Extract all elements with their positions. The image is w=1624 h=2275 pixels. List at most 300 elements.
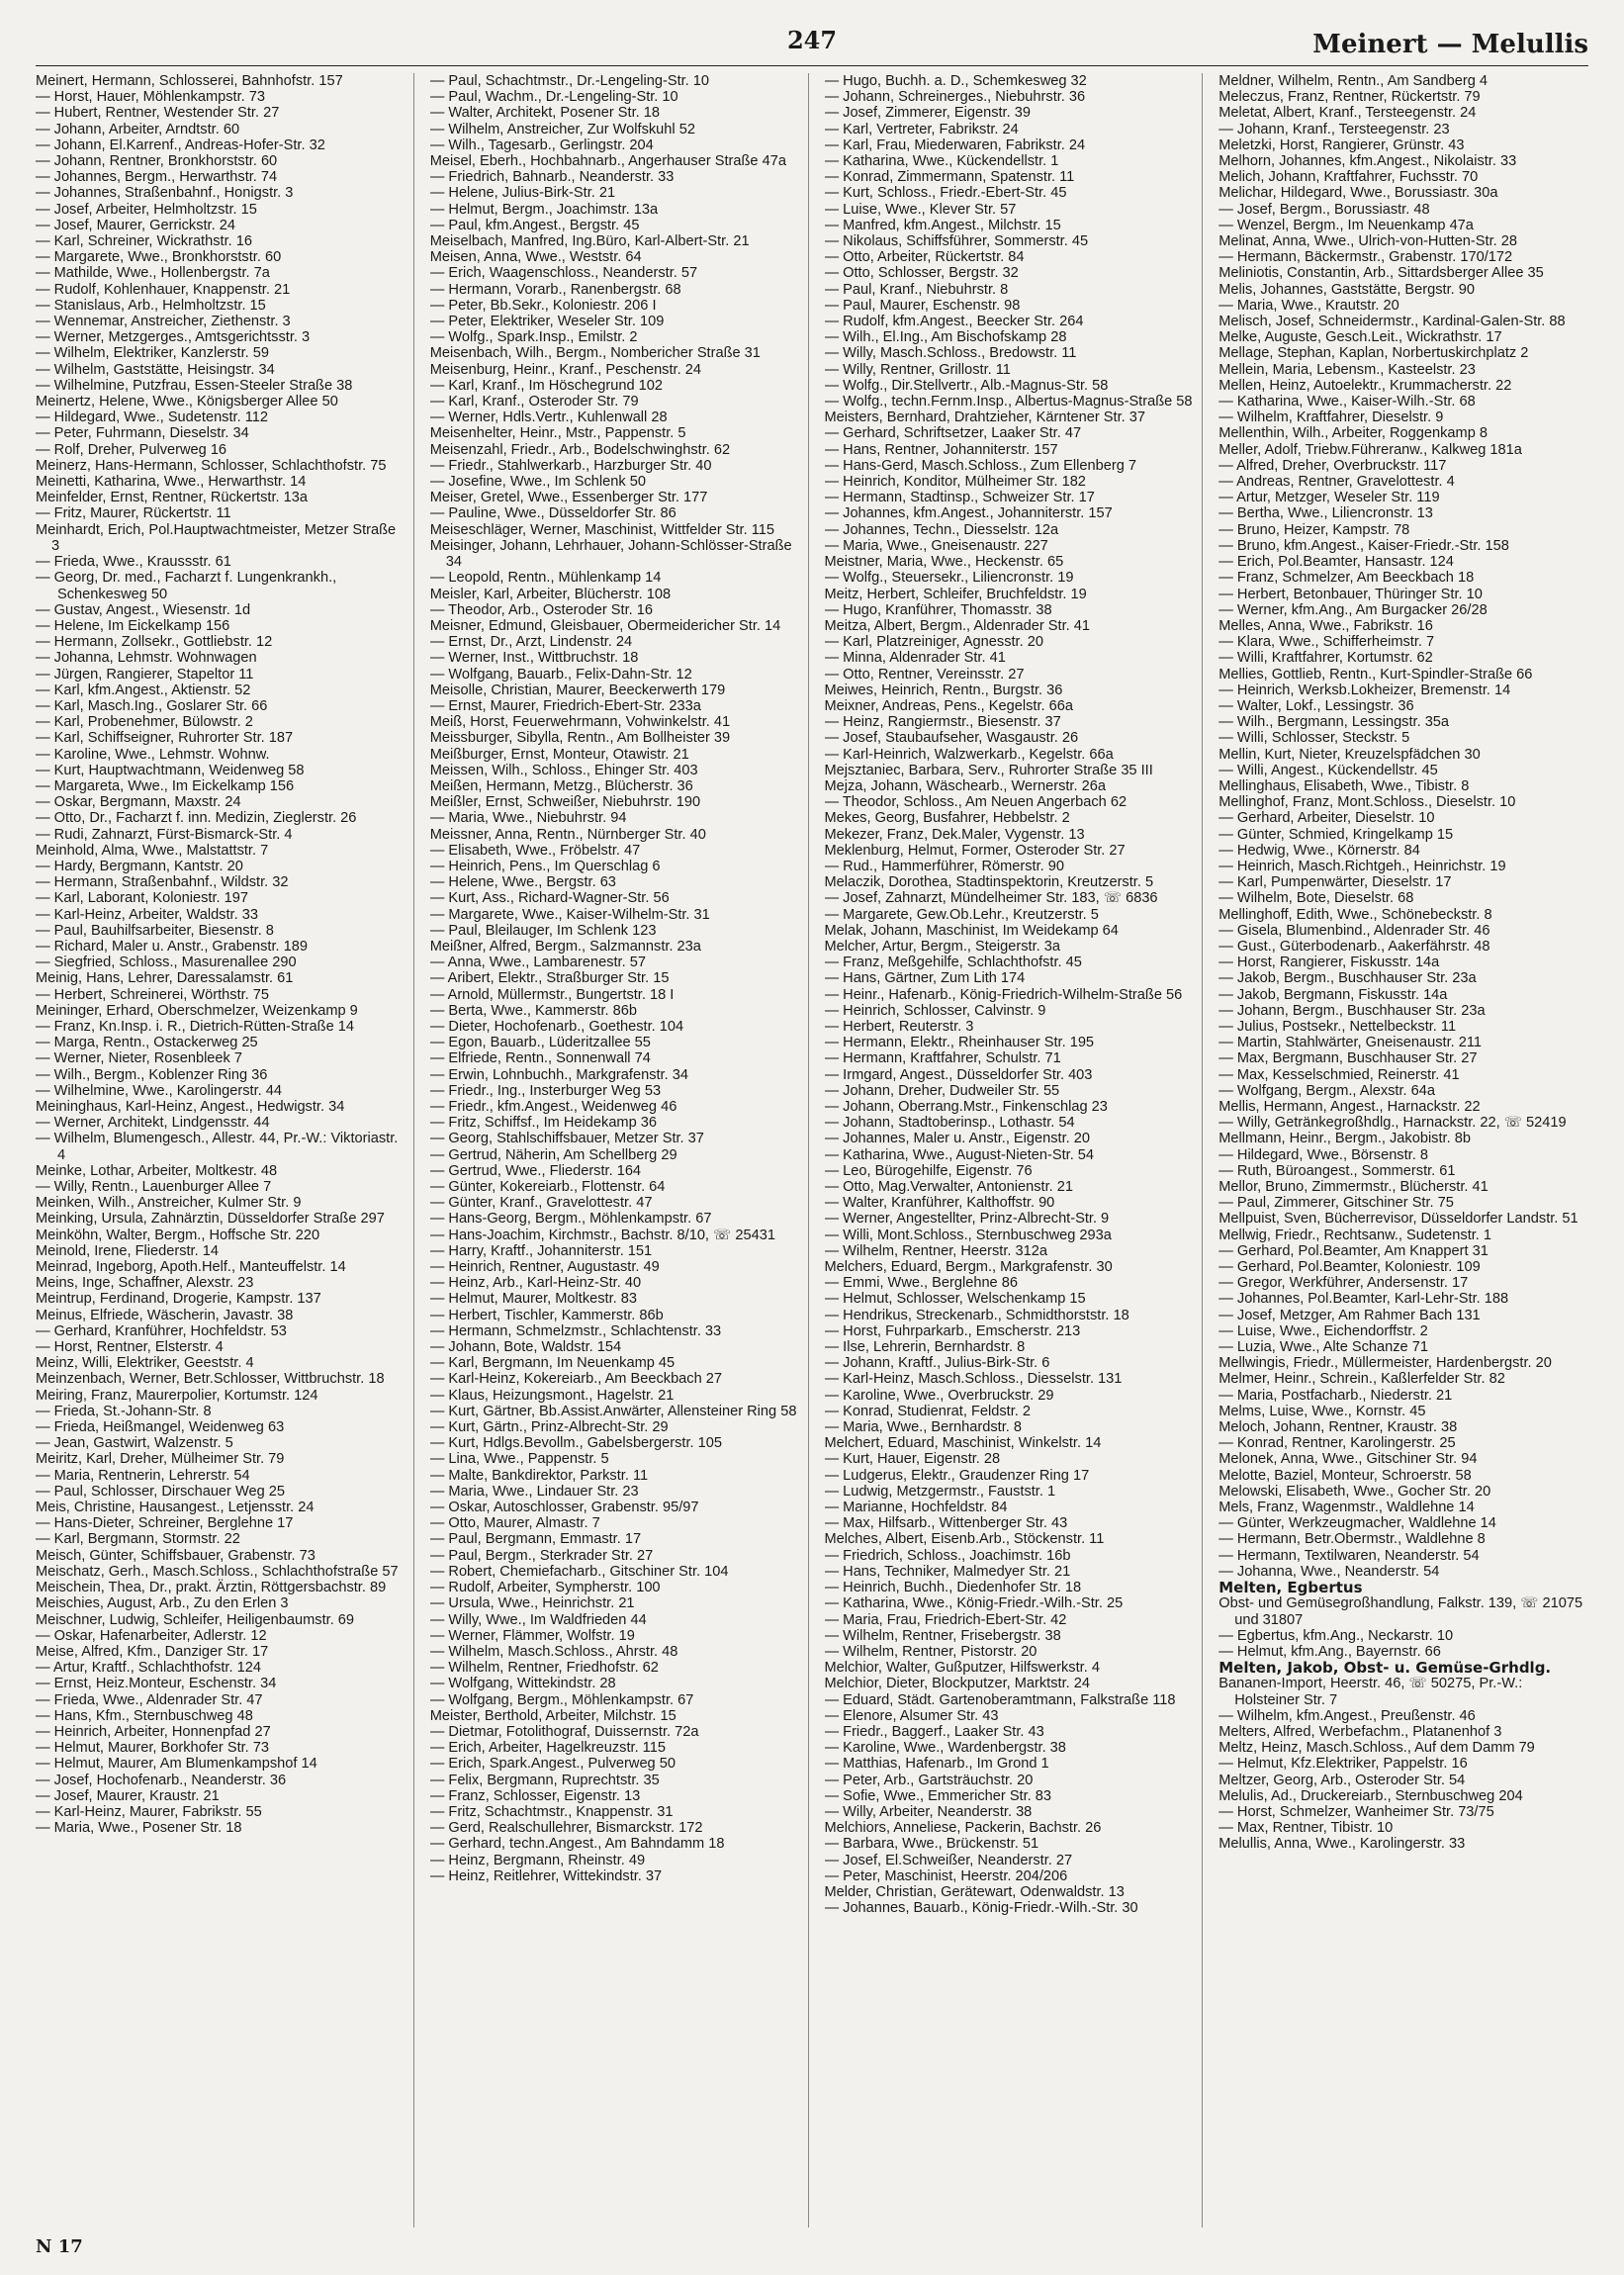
directory-entry: Meliniotis, Constantin, Arb., Sittardsberger Allee 35 (1218, 265, 1544, 282)
directory-entry: — Maria, Wwe., Krautstr. 20 (1218, 297, 1399, 314)
directory-entry: — Josef, Zahnarzt, Mündelheimer Str. 183, ☏ 6836 (824, 890, 1158, 907)
directory-entry: — Anna, Wwe., Lambarenestr. 57 (429, 955, 646, 971)
directory-entry: Bananen-Import, Heerstr. 46, ☏ 50275, Pr.-W.: Holsteiner Str. 7 (1218, 1676, 1523, 1708)
directory-entry: Meisters, Bernhard, Drahtzieher, Kärntener Str. 37 (824, 410, 1145, 426)
directory-entry: — Walter, Architekt, Posener Str. 18 (429, 105, 660, 122)
directory-entry: Melich, Johann, Kraftfahrer, Fuchsstr. 70 (1218, 169, 1479, 186)
directory-entry: Meissburger, Sibylla, Rentn., Am Bollheister 39 (429, 730, 731, 747)
directory-entry: — Margarete, Wwe., Bronkhorststr. 60 (36, 249, 282, 266)
directory-entry: Meischner, Ludwig, Schleifer, Heiligenbaumstr. 69 (36, 1611, 355, 1628)
directory-entry: — Maria, Wwe., Niebuhrstr. 94 (429, 810, 627, 827)
directory-entry: Meinus, Elfriede, Wäscherin, Javastr. 38 (36, 1307, 294, 1323)
directory-entry: Meletat, Albert, Kranf., Tersteegenstr. 24 (1218, 105, 1477, 122)
directory-entry: — Wolfgang, Bauarb., Felix-Dahn-Str. 12 (429, 666, 692, 682)
directory-entry: — Helene, Im Eickelkamp 156 (36, 617, 230, 634)
directory-entry: — Hermann, Elektr., Rheinhauser Str. 195 (824, 1035, 1095, 1051)
directory-entry: — Alfred, Dreher, Overbruckstr. 117 (1218, 457, 1447, 474)
directory-entry: Meinzenbach, Werner, Betr.Schlosser, Wittbruchstr. 18 (36, 1371, 385, 1388)
directory-entry: Melchers, Eduard, Bergm., Markgrafenstr. 30 (824, 1259, 1113, 1276)
directory-entry: — Karl, Laborant, Koloniestr. 197 (36, 890, 248, 907)
directory-entry: — Kurt, Hauer, Eigenstr. 28 (824, 1451, 1001, 1468)
directory-entry: Meissner, Anna, Rentn., Nürnberger Str. 40 (429, 826, 706, 843)
directory-entry: — Wilh., Bergm., Koblenzer Ring 36 (36, 1066, 268, 1083)
directory-entry: Meldner, Wilhelm, Rentn., Am Sandberg 4 (1218, 73, 1488, 89)
directory-entry: — Franz, Kn.Insp. i. R., Dietrich-Rütten-Straße 14 (36, 1018, 354, 1035)
directory-entry: — Georg, Stahlschiffsbauer, Metzer Str. 37 (429, 1131, 704, 1147)
directory-entry: — Johannes, Bauarb., König-Friedr.-Wilh.-Str. 30 (824, 1900, 1138, 1917)
directory-entry: — Paul, Bergm., Sterkrader Str. 27 (429, 1547, 654, 1564)
directory-entry: — Josef, Hochofenarb., Neanderstr. 36 (36, 1772, 287, 1788)
directory-entry: — Josefine, Wwe., Im Schlenk 50 (429, 474, 646, 491)
directory-entry: — Hendrikus, Streckenarb., Schmidthorststr. 18 (824, 1307, 1129, 1323)
directory-entry: — Gerhard, techn.Angest., Am Bahndamm 18 (429, 1836, 725, 1853)
directory-entry: Melichar, Hildegard, Wwe., Borussiastr. 30a (1218, 185, 1498, 202)
directory-entry: — Johannes, Straßenbahnf., Honigstr. 3 (36, 185, 294, 202)
directory-entry: — Rudolf, kfm.Angest., Beecker Str. 264 (824, 314, 1084, 330)
directory-entry: Meisenburg, Heinr., Kranf., Peschenstr. 24 (429, 361, 701, 378)
directory-entry: — Ruth, Büroangest., Sommerstr. 61 (1218, 1162, 1456, 1179)
directory-entry: — Ernst, Dr., Arzt, Lindenstr. 24 (429, 634, 633, 651)
directory-entry: — Marga, Rentn., Ostackerweg 25 (36, 1035, 258, 1051)
directory-entry: Melchior, Dieter, Blockputzer, Marktstr. 24 (824, 1676, 1090, 1692)
directory-entry: — Heinz, Arb., Karl-Heinz-Str. 40 (429, 1275, 642, 1292)
directory-entry: — Karl-Heinrich, Walzwerkarb., Kegelstr. 66a (824, 746, 1114, 763)
directory-entry: — Wenzel, Bergm., Im Neuenkamp 47a (1218, 217, 1474, 233)
directory-entry: — Wilhelm, kfm.Angest., Preußenstr. 46 (1218, 1707, 1476, 1724)
directory-entry: Meinz, Willi, Elektriker, Geeststr. 4 (36, 1355, 254, 1372)
directory-entry: Melhorn, Johannes, kfm.Angest., Nikolaistr. 33 (1218, 153, 1517, 170)
directory-entry: — Stanislaus, Arb., Helmholtzstr. 15 (36, 297, 266, 314)
directory-entry: Mellenthin, Wilh., Arbeiter, Roggenkamp 8 (1218, 425, 1488, 442)
directory-entry: — Otto, Mag.Verwalter, Antonienstr. 21 (824, 1179, 1073, 1196)
directory-entry: — Willi, Kraftfahrer, Kortumstr. 62 (1218, 650, 1433, 667)
directory-entry: — Karl-Heinz, Arbeiter, Waldstr. 33 (36, 906, 258, 923)
directory-entry: Meixner, Andreas, Pens., Kegelstr. 66a (824, 697, 1073, 714)
directory-entry: — Johann, Stadtoberinsp., Lothastr. 54 (824, 1115, 1075, 1132)
directory-entry: — Heinrich, Masch.Richtgeh., Heinrichstr. 19 (1218, 858, 1506, 874)
directory-entry: — Gertrud, Näherin, Am Schellberg 29 (429, 1146, 677, 1163)
directory-entry: — Horst, Schmelzer, Wanheimer Str. 73/75 (1218, 1803, 1494, 1820)
directory-entry: — Rud., Hammerführer, Römerstr. 90 (824, 858, 1064, 874)
directory-entry: — Oskar, Bergmann, Maxstr. 24 (36, 794, 241, 811)
directory-entry: — Johann, Schreinerges., Niebuhrstr. 36 (824, 89, 1086, 106)
directory-entry: Mels, Franz, Wagenmstr., Waldlehne 14 (1218, 1500, 1475, 1516)
directory-entry: Mellies, Gottlieb, Rentn., Kurt-Spindler-Straße 66 (1218, 666, 1533, 682)
directory-entry: — Paul, Maurer, Eschenstr. 98 (824, 297, 1021, 314)
directory-entry: — Helmut, Maurer, Am Blumenkampshof 14 (36, 1756, 317, 1773)
directory-entry: — Lina, Wwe., Pappenstr. 5 (429, 1451, 609, 1468)
directory-entry: — Rolf, Dreher, Pulverweg 16 (36, 441, 227, 458)
directory-entry: — Gerd, Realschullehrer, Bismarckstr. 172 (429, 1820, 703, 1837)
directory-entry: — Erich, Pol.Beamter, Hansastr. 124 (1218, 554, 1454, 571)
directory-entry: Meltz, Heinz, Masch.Schloss., Auf dem Damm 79 (1218, 1740, 1535, 1757)
directory-entry: Melches, Albert, Eisenb.Arb., Stöckenstr. 11 (824, 1531, 1105, 1548)
directory-entry: — Johann, Bergm., Buschhauser Str. 23a (1218, 1002, 1486, 1019)
directory-entry: — Maria, Wwe., Gneisenaustr. 227 (824, 537, 1048, 554)
directory-entry: — Kurt, Schloss., Friedr.-Ebert-Str. 45 (824, 185, 1067, 202)
directory-entry: — Elfriede, Rentn., Sonnenwall 74 (429, 1050, 651, 1067)
directory-entry: Meinhardt, Erich, Pol.Hauptwachtmeister, Metzer Straße 3 (36, 521, 397, 554)
directory-entry: Meletzki, Horst, Rangierer, Grünstr. 43 (1218, 136, 1465, 153)
directory-entry: — Oskar, Hafenarbeiter, Adlerstr. 12 (36, 1627, 267, 1644)
directory-entry: — Karl, Pumpenwärter, Dieselstr. 17 (1218, 874, 1452, 891)
directory-entry: — Paul, Schlosser, Dirschauer Weg 25 (36, 1483, 285, 1500)
directory-entry: — Gerhard, Kranführer, Hochfeldstr. 53 (36, 1322, 287, 1339)
directory-entry: Meininger, Erhard, Oberschmelzer, Weizenkamp 9 (36, 1002, 358, 1019)
directory-entry: — Pauline, Wwe., Düsseldorfer Str. 86 (429, 505, 677, 522)
running-head: Meinert — Melullis (1312, 30, 1588, 59)
directory-entry: — Peter, Bb.Sekr., Koloniestr. 206 I (429, 297, 657, 314)
directory-entry: — Paul, Schachtmstr., Dr.-Lengeling-Str. 10 (429, 73, 710, 89)
directory-entry: — Wilhelmine, Putzfrau, Essen-Steeler Straße 38 (36, 377, 353, 394)
directory-entry: Melchiors, Anneliese, Packerin, Bachstr. 26 (824, 1820, 1102, 1837)
directory-entry: — Herbert, Betonbauer, Thüringer Str. 10 (1218, 586, 1483, 602)
directory-entry: — Ludwig, Metzgermstr., Fauststr. 1 (824, 1483, 1056, 1500)
directory-entry: — Karl-Heinz, Kokereiarb., Am Beeckbach 27 (429, 1371, 723, 1388)
directory-entry: — Wilhelm, Rentner, Frisebergstr. 38 (824, 1627, 1061, 1644)
directory-entry: — Karl, Masch.Ing., Goslarer Str. 66 (36, 697, 268, 714)
directory-entry: Mellinghof, Franz, Mont.Schloss., Dieselstr. 10 (1218, 794, 1516, 811)
directory-entry: — Johann, Oberrang.Mstr., Finkenschlag 23 (824, 1099, 1108, 1115)
directory-entry: — Wilh., El.Ing., Am Bischofskamp 28 (824, 329, 1067, 346)
directory-entry: — Josef, Staubaufseher, Wasgaustr. 26 (824, 730, 1079, 747)
directory-entry: — Günter, Schmied, Kringelkamp 15 (1218, 826, 1454, 843)
directory-entry: — Klaus, Heizungsmont., Hagelstr. 21 (429, 1387, 675, 1404)
directory-entry: — Paul, Bleilauger, Im Schlenk 123 (429, 922, 657, 939)
directory-entry: — Otto, Maurer, Almastr. 7 (429, 1515, 600, 1532)
directory-entry: Meischatz, Gerh., Masch.Schloss., Schlachthofstraße 57 (36, 1563, 399, 1580)
directory-entry: — Wolfg., Dir.Stellvertr., Alb.-Magnus-Str. 58 (824, 377, 1109, 394)
directory-entry: — Werner, Inst., Wittbruchstr. 18 (429, 650, 639, 667)
directory-entry: Mellwingis, Friedr., Müllermeister, Hardenbergstr. 20 (1218, 1355, 1552, 1372)
directory-entry: — Karl, Bergmann, Stormstr. 22 (36, 1531, 240, 1548)
directory-entry: Meinerz, Hans-Hermann, Schlosser, Schlachthofstr. 75 (36, 457, 387, 474)
directory-entry: — Elenore, Alsumer Str. 43 (824, 1707, 999, 1724)
directory-entry: — Helene, Julius-Birk-Str. 21 (429, 185, 616, 202)
directory-entry: — Karl, Schreiner, Wickrathstr. 16 (36, 233, 252, 250)
directory-entry: — Hans, Techniker, Malmedyer Str. 21 (824, 1563, 1071, 1580)
directory-entry: — Gisela, Blumenbind., Aldenrader Str. 46 (1218, 922, 1490, 939)
directory-entry: — Margarete, Gew.Ob.Lehr., Kreutzerstr. 5 (824, 906, 1099, 923)
directory-column-4 (1218, 73, 1588, 2228)
directory-entry: Mejza, Johann, Wäschearb., Wernerstr. 26a (824, 777, 1106, 794)
directory-entry: — Heinz, Rangiermstr., Biesenstr. 37 (824, 714, 1061, 731)
directory-entry: Meißner, Alfred, Bergm., Salzmannstr. 23a (429, 938, 701, 955)
directory-columns (36, 73, 1588, 2228)
directory-entry: — Johann, Bote, Waldstr. 154 (429, 1339, 622, 1356)
directory-entry: — Otto, Rentner, Vereinsstr. 27 (824, 666, 1025, 682)
directory-entry: — Max, Kesselschmied, Reinerstr. 41 (1218, 1066, 1460, 1083)
directory-entry: — Wilh., Tagesarb., Gerlingstr. 204 (429, 136, 654, 153)
directory-entry: — Wolfg., Steuersekr., Liliencronstr. 19 (824, 570, 1074, 587)
directory-entry: Meller, Adolf, Triebw.Führeranw., Kalkweg 181a (1218, 441, 1522, 458)
directory-entry: — Jakob, Bergm., Buschhauser Str. 23a (1218, 970, 1477, 987)
directory-entry: Melowski, Elisabeth, Wwe., Gocher Str. 20 (1218, 1483, 1491, 1500)
directory-entry: — Barbara, Wwe., Brückenstr. 51 (824, 1836, 1039, 1853)
directory-entry: Meißburger, Ernst, Monteur, Otawistr. 21 (429, 746, 689, 763)
directory-entry: Meiring, Franz, Maurerpolier, Kortumstr. 124 (36, 1387, 318, 1404)
directory-entry: Meinrad, Ingeborg, Apoth.Helf., Manteuffelstr. 14 (36, 1259, 346, 1276)
directory-entry: — Josef, Arbeiter, Helmholtzstr. 15 (36, 201, 257, 218)
directory-entry: Mellor, Bruno, Zimmermstr., Blücherstr. 41 (1218, 1179, 1489, 1196)
directory-entry: — Margarete, Wwe., Kaiser-Wilhelm-Str. 31 (429, 906, 710, 923)
directory-entry: — Dieter, Hochofenarb., Goethestr. 104 (429, 1018, 684, 1035)
directory-entry: — Ilse, Lehrerin, Bernhardstr. 8 (824, 1339, 1026, 1356)
directory-entry: — Katharina, Wwe., Kückendellstr. 1 (824, 153, 1059, 170)
directory-entry: — Herbert, Tischler, Kammerstr. 86b (429, 1307, 664, 1323)
directory-entry: Meisolle, Christian, Maurer, Beeckerwerth 179 (429, 682, 726, 698)
directory-entry: — Theodor, Schloss., Am Neuen Angerbach 62 (824, 794, 1128, 811)
directory-entry: Meisen, Anna, Wwe., Weststr. 64 (429, 249, 642, 266)
directory-entry: — Paul, Bergmann, Emmastr. 17 (429, 1531, 642, 1548)
directory-entry: — Franz, Meßgehilfe, Schlachthofstr. 45 (824, 955, 1082, 971)
directory-entry: Meininghaus, Karl-Heinz, Angest., Hedwigstr. 34 (36, 1099, 345, 1115)
directory-entry: Mellein, Maria, Lebensm., Kasteelstr. 23 (1218, 361, 1476, 378)
directory-entry: Melchior, Walter, Gußputzer, Hilfswerkstr. 4 (824, 1660, 1100, 1677)
directory-entry: Melten, Egbertus (1218, 1579, 1363, 1597)
directory-entry: — Nikolaus, Schiffsführer, Sommerstr. 45 (824, 233, 1089, 250)
directory-entry: — Wilhelm, Anstreicher, Zur Wolfskuhl 52 (429, 121, 695, 137)
directory-entry: Meißen, Hermann, Metzg., Blücherstr. 36 (429, 777, 693, 794)
directory-entry: — Hubert, Rentner, Westender Str. 27 (36, 105, 280, 122)
directory-entry: — Karl, Bergmann, Im Neuenkamp 45 (429, 1355, 676, 1372)
directory-entry: Meiser, Gretel, Wwe., Essenberger Str. 177 (429, 490, 708, 506)
directory-entry: — Walter, Lokf., Lessingstr. 36 (1218, 697, 1414, 714)
directory-entry: — Paul, Bauhilfsarbeiter, Biesenstr. 8 (36, 922, 274, 939)
directory-entry: — Marianne, Hochfeldstr. 84 (824, 1500, 1008, 1516)
directory-entry: Meisler, Karl, Arbeiter, Blücherstr. 108 (429, 586, 672, 602)
directory-entry: — Theodor, Arb., Osteroder Str. 16 (429, 601, 653, 618)
directory-entry: — Konrad, Zimmermann, Spatenstr. 11 (824, 169, 1075, 186)
directory-entry: Meiß, Horst, Feuerwehrmann, Vohwinkelstr. 41 (429, 714, 731, 731)
directory-entry: — Gerhard, Arbeiter, Dieselstr. 10 (1218, 810, 1435, 827)
directory-entry: — Peter, Maschinist, Heerstr. 204/206 (824, 1867, 1068, 1884)
directory-entry: Melder, Christian, Gerätewart, Odenwaldstr. 13 (824, 1883, 1125, 1900)
directory-entry: — Otto, Schlosser, Bergstr. 32 (824, 265, 1019, 282)
directory-entry: — Wilhelm, Gaststätte, Heisingstr. 34 (36, 361, 275, 378)
page-signature: N 17 (36, 2236, 83, 2257)
directory-entry: — Karl, Platzreiniger, Agnesstr. 20 (824, 634, 1043, 651)
directory-entry: — Manfred, kfm.Angest., Milchstr. 15 (824, 217, 1061, 233)
directory-entry: — Felix, Bergmann, Ruprechtstr. 35 (429, 1772, 660, 1788)
directory-entry: — Wilhelm, Rentner, Friedhofstr. 62 (429, 1660, 659, 1677)
directory-entry: — Johanna, Lehmstr. Wohnwagen (36, 650, 257, 667)
directory-entry: Meklenburg, Helmut, Former, Osteroder Str. 27 (824, 842, 1126, 859)
directory-entry: — Heinz, Bergmann, Rheinstr. 49 (429, 1852, 646, 1868)
directory-entry: — Karl-Heinz, Masch.Schloss., Diesselstr. 131 (824, 1371, 1123, 1388)
directory-entry: Meinken, Wilh., Anstreicher, Kulmer Str. 9 (36, 1195, 302, 1212)
directory-entry: Melullis, Anna, Wwe., Karolingerstr. 33 (1218, 1836, 1466, 1853)
directory-entry: — Jakob, Bergmann, Fiskusstr. 14a (1218, 986, 1448, 1003)
directory-entry: — Willy, Getränkegroßhdlg., Harnackstr. 22, ☏ 52419 (1218, 1115, 1567, 1132)
directory-entry: — Peter, Arb., Gartsträuchstr. 20 (824, 1772, 1034, 1788)
directory-entry: — Luise, Wwe., Klever Str. 57 (824, 201, 1017, 218)
directory-entry: — Hans, Kfm., Sternbuschweg 48 (36, 1707, 253, 1724)
directory-entry: — Mathilde, Wwe., Hollenbergstr. 7a (36, 265, 270, 282)
directory-entry: — Frieda, Wwe., Aldenrader Str. 47 (36, 1691, 263, 1708)
directory-entry: — Wolfgang, Wittekindstr. 28 (429, 1676, 616, 1692)
directory-entry: — Konrad, Studienrat, Feldstr. 2 (824, 1403, 1031, 1419)
directory-entry: — Hermann, Stadtinsp., Schweizer Str. 17 (824, 490, 1095, 506)
directory-entry: — Wolfgang, Bergm., Alexstr. 64a (1218, 1082, 1435, 1099)
directory-entry: — Otto, Arbeiter, Rückertstr. 84 (824, 249, 1025, 266)
directory-entry: — Hermann, Textilwaren, Neanderstr. 54 (1218, 1547, 1480, 1564)
directory-entry: — Karl-Heinz, Maurer, Fabrikstr. 55 (36, 1803, 262, 1820)
directory-entry: — Heinr., Hafenarb., König-Friedrich-Wilhelm-Straße 56 (824, 986, 1183, 1003)
directory-entry: Meinert, Hermann, Schlosserei, Bahnhofstr. 157 (36, 73, 343, 89)
directory-entry: — Werner, Hdls.Vertr., Kuhlenwall 28 (429, 410, 668, 426)
directory-entry: — Wennemar, Anstreicher, Ziethenstr. 3 (36, 314, 291, 330)
directory-entry: — Willi, Angest., Kückendellstr. 45 (1218, 762, 1438, 778)
directory-entry: — Karl, Probenehmer, Bülowstr. 2 (36, 714, 253, 731)
directory-entry: — Bertha, Wwe., Liliencronstr. 13 (1218, 505, 1433, 522)
directory-entry: — Johanna, Wwe., Neanderstr. 54 (1218, 1563, 1440, 1580)
directory-entry: Meinfelder, Ernst, Rentner, Rückertstr. 13a (36, 490, 308, 506)
directory-entry: Melles, Anna, Wwe., Fabrikstr. 16 (1218, 617, 1433, 634)
directory-entry: Melis, Johannes, Gaststätte, Bergstr. 90 (1218, 281, 1476, 298)
directory-entry: Meis, Christine, Hausangest., Letjensstr. 24 (36, 1500, 315, 1516)
directory-entry: — Heinrich, Pens., Im Querschlag 6 (429, 858, 661, 874)
directory-entry: — Johann, Kranf., Tersteegenstr. 23 (1218, 121, 1450, 137)
directory-entry: — Erich, Waagenschloss., Neanderstr. 57 (429, 265, 698, 282)
directory-entry: Meinke, Lothar, Arbeiter, Moltkestr. 48 (36, 1162, 278, 1179)
directory-entry: — Peter, Elektriker, Weseler Str. 109 (429, 314, 665, 330)
directory-entry: — Herbert, Reuterstr. 3 (824, 1018, 974, 1035)
directory-entry: — Franz, Schmelzer, Am Beeckbach 18 (1218, 570, 1475, 587)
directory-entry: Mellpuist, Sven, Bücherrevisor, Düsseldorfer Landstr. 51 (1218, 1211, 1579, 1228)
directory-entry: Meischein, Thea, Dr., prakt. Ärztin, Röttgersbachstr. 89 (36, 1580, 387, 1596)
directory-entry: — Max, Rentner, Tibistr. 10 (1218, 1820, 1394, 1837)
directory-entry: — Hermann, Schmelzmstr., Schlachtenstr. 33 (429, 1322, 722, 1339)
directory-entry: — Friedr., Ing., Insterburger Weg 53 (429, 1082, 662, 1099)
directory-entry: — Leopold, Rentn., Mühlenkamp 14 (429, 570, 662, 587)
directory-entry: — Elisabeth, Wwe., Fröbelstr. 47 (429, 842, 641, 859)
directory-entry: — Werner, Architekt, Lindgensstr. 44 (36, 1115, 270, 1132)
directory-entry: Mellis, Hermann, Angest., Harnackstr. 22 (1218, 1099, 1481, 1115)
directory-entry: — Helmut, Maurer, Moltkestr. 83 (429, 1291, 637, 1308)
directory-entry: Mekes, Georg, Busfahrer, Hebbelstr. 2 (824, 810, 1070, 827)
directory-entry: — Jean, Gastwirt, Walzenstr. 5 (36, 1435, 233, 1452)
directory-entry: — Hans, Rentner, Johanniterstr. 157 (824, 441, 1058, 458)
directory-entry: — Karoline, Wwe., Lehmstr. Wohnw. (36, 746, 270, 763)
directory-entry: — Günter, Kranf., Gravelottestr. 47 (429, 1195, 653, 1212)
directory-entry: Meister, Berthold, Arbeiter, Milchstr. 15 (429, 1707, 677, 1724)
directory-entry: — Werner, kfm.Ang., Am Burgacker 26/28 (1218, 601, 1488, 618)
directory-entry: — Johannes, kfm.Angest., Johanniterstr. 157 (824, 505, 1113, 522)
directory-entry: Meischies, August, Arb., Zu den Erlen 3 (36, 1595, 289, 1612)
directory-entry: — Willy, Wwe., Im Waldfrieden 44 (429, 1611, 647, 1628)
directory-entry: — Wilhelm, Blumengesch., Allestr. 44, Pr.-W.: Viktoriastr. 4 (36, 1131, 399, 1163)
directory-entry: — Josef, Bergm., Borussiastr. 48 (1218, 201, 1430, 218)
directory-entry: — Josef, Zimmerer, Eigenstr. 39 (824, 105, 1031, 122)
directory-entry: — Johann, Kraftf., Julius-Birk-Str. 6 (824, 1355, 1050, 1372)
directory-entry: Melinat, Anna, Wwe., Ulrich-von-Hutten-Str. 28 (1218, 233, 1517, 250)
directory-entry: — Karl, Frau, Miederwaren, Fabrikstr. 24 (824, 136, 1086, 153)
directory-entry: — Eduard, Städt. Gartenoberamtmann, Falkstraße 118 (824, 1691, 1176, 1708)
directory-entry: Meisenzahl, Friedr., Arb., Bodelschwinghstr. 62 (429, 441, 731, 458)
directory-entry: — Wilhelm, Elektriker, Kanzlerstr. 59 (36, 345, 270, 362)
directory-entry: — Josef, Metzger, Am Rahmer Bach 131 (1218, 1307, 1481, 1323)
directory-entry: — Hermann, Vorarb., Ranenbergstr. 68 (429, 281, 681, 298)
directory-entry: — Paul, Zimmerer, Gitschiner Str. 75 (1218, 1195, 1454, 1212)
directory-entry: Melisch, Josef, Schneidermstr., Kardinal-Galen-Str. 88 (1218, 314, 1566, 330)
directory-entry: — Heinrich, Konditor, Mülheimer Str. 182 (824, 474, 1086, 491)
directory-entry: — Horst, Fuhrparkarb., Emscherstr. 213 (824, 1322, 1081, 1339)
directory-entry: — Hermann, Kraftfahrer, Schulstr. 71 (824, 1050, 1061, 1067)
directory-entry: — Helmut, kfm.Ang., Bayernstr. 66 (1218, 1643, 1441, 1660)
directory-entry: Melaczik, Dorothea, Stadtinspektorin, Kreutzerstr. 5 (824, 874, 1154, 891)
directory-entry: — Heinrich, Schlosser, Calvinstr. 9 (824, 1002, 1046, 1019)
directory-entry: — Ursula, Wwe., Heinrichstr. 21 (429, 1595, 635, 1612)
directory-entry: — Fritz, Maurer, Rückertstr. 11 (36, 505, 231, 522)
directory-entry: — Johannes, Pol.Beamter, Karl-Lehr-Str. 188 (1218, 1291, 1509, 1308)
directory-entry: — Werner, Angestellter, Prinz-Albrecht-Str. 9 (824, 1211, 1110, 1228)
directory-entry: — Ernst, Heiz.Monteur, Eschenstr. 34 (36, 1676, 277, 1692)
directory-entry: — Frieda, Wwe., Kraussstr. 61 (36, 554, 231, 571)
directory-entry: — Karoline, Wwe., Wardenbergstr. 38 (824, 1740, 1066, 1757)
directory-entry: — Katharina, Wwe., König-Friedr.-Wilh.-Str. 25 (824, 1595, 1124, 1612)
directory-column-2 (430, 73, 809, 2228)
directory-entry: — Kurt, Hauptwachtmann, Weidenweg 58 (36, 762, 305, 778)
page-number: 247 (786, 26, 838, 54)
directory-entry: Melchert, Eduard, Maschinist, Winkelstr. 14 (824, 1435, 1102, 1452)
directory-entry: — Hildegard, Wwe., Börsenstr. 8 (1218, 1146, 1428, 1163)
directory-entry: Meinold, Irene, Fliederstr. 14 (36, 1242, 219, 1259)
directory-entry: — Helmut, Maurer, Borkhofer Str. 73 (36, 1740, 270, 1757)
directory-entry: — Erich, Spark.Angest., Pulverweg 50 (429, 1756, 676, 1773)
directory-entry: — Wolfg., Spark.Insp., Emilstr. 2 (429, 329, 638, 346)
directory-entry: — Hans-Gerd, Masch.Schloss., Zum Ellenberg 7 (824, 457, 1137, 474)
directory-entry: — Paul, Wachm., Dr.-Lengeling-Str. 10 (429, 89, 678, 106)
directory-entry: — Wilh., Bergmann, Lessingstr. 35a (1218, 714, 1450, 731)
directory-entry: — Georg, Dr. med., Facharzt f. Lungenkrankh., Schenkesweg 50 (36, 570, 337, 602)
directory-entry: — Werner, Flämmer, Wolfstr. 19 (429, 1627, 635, 1644)
directory-entry: — Heinrich, Werksb.Lokheizer, Bremenstr. 14 (1218, 682, 1511, 698)
directory-entry: — Hans-Joachim, Kirchmstr., Bachstr. 8/10, ☏ 25431 (429, 1227, 775, 1243)
directory-entry: Meisenbach, Wilh., Bergm., Nombericher Straße 31 (429, 345, 761, 362)
directory-entry: — Hermann, Bäckermstr., Grabenstr. 170/172 (1218, 249, 1513, 266)
directory-entry: — Willy, Rentner, Grillostr. 11 (824, 361, 1011, 378)
directory-entry: — Martin, Stahlwärter, Gneisenaustr. 211 (1218, 1035, 1483, 1051)
directory-entry: — Karl, Kranf., Im Höschegrund 102 (429, 377, 663, 394)
directory-entry: — Günter, Werkzeugmacher, Waldlehne 14 (1218, 1515, 1496, 1532)
directory-entry: Meinertz, Helene, Wwe., Königsberger Allee 50 (36, 394, 338, 410)
directory-entry: — Helmut, Bergm., Joachimstr. 13a (429, 201, 659, 218)
directory-entry: Mekezer, Franz, Dek.Maler, Vygenstr. 13 (824, 826, 1085, 843)
directory-entry: Melters, Alfred, Werbefachm., Platanenhof 3 (1218, 1723, 1502, 1740)
directory-entry: — Emmi, Wwe., Berglehne 86 (824, 1275, 1018, 1292)
directory-entry: — Maria, Wwe., Bernhardstr. 8 (824, 1419, 1023, 1436)
directory-entry: — Horst, Rangierer, Fiskusstr. 14a (1218, 955, 1440, 971)
directory-entry: — Gregor, Werkführer, Andersenstr. 17 (1218, 1275, 1469, 1292)
directory-entry: — Egon, Bauarb., Lüderitzallee 55 (429, 1035, 651, 1051)
directory-entry: Melcher, Artur, Bergm., Steigerstr. 3a (824, 938, 1060, 955)
directory-entry: — Berta, Wwe., Kammerstr. 86b (429, 1002, 637, 1019)
directory-entry: Mellinghoff, Edith, Wwe., Schönebeckstr. 8 (1218, 906, 1492, 923)
directory-entry: — Günter, Kokereiarb., Flottenstr. 64 (429, 1179, 666, 1196)
directory-entry: — Wilhelmine, Wwe., Karolingerstr. 44 (36, 1082, 282, 1099)
directory-entry: — Kurt, Gärtn., Prinz-Albrecht-Str. 29 (429, 1419, 669, 1436)
directory-entry: — Helmut, Kfz.Elektriker, Pappelstr. 16 (1218, 1756, 1468, 1773)
directory-entry: Meloch, Johann, Rentner, Kraustr. 38 (1218, 1419, 1458, 1436)
directory-entry: — Willi, Mont.Schloss., Sternbuschweg 293a (824, 1227, 1112, 1243)
directory-entry: — Arnold, Müllermstr., Bungertstr. 18 I (429, 986, 675, 1003)
directory-entry: — Horst, Rentner, Elsterstr. 4 (36, 1339, 224, 1356)
directory-entry: Meissen, Wilh., Schloss., Ehinger Str. 403 (429, 762, 698, 778)
directory-entry: Mellen, Heinz, Autoelektr., Krummacherstr. 22 (1218, 377, 1512, 394)
directory-entry: — Johann, El.Karrenf., Andreas-Hofer-Str. 32 (36, 136, 325, 153)
directory-entry: — Matthias, Hafenarb., Im Grond 1 (824, 1756, 1049, 1773)
